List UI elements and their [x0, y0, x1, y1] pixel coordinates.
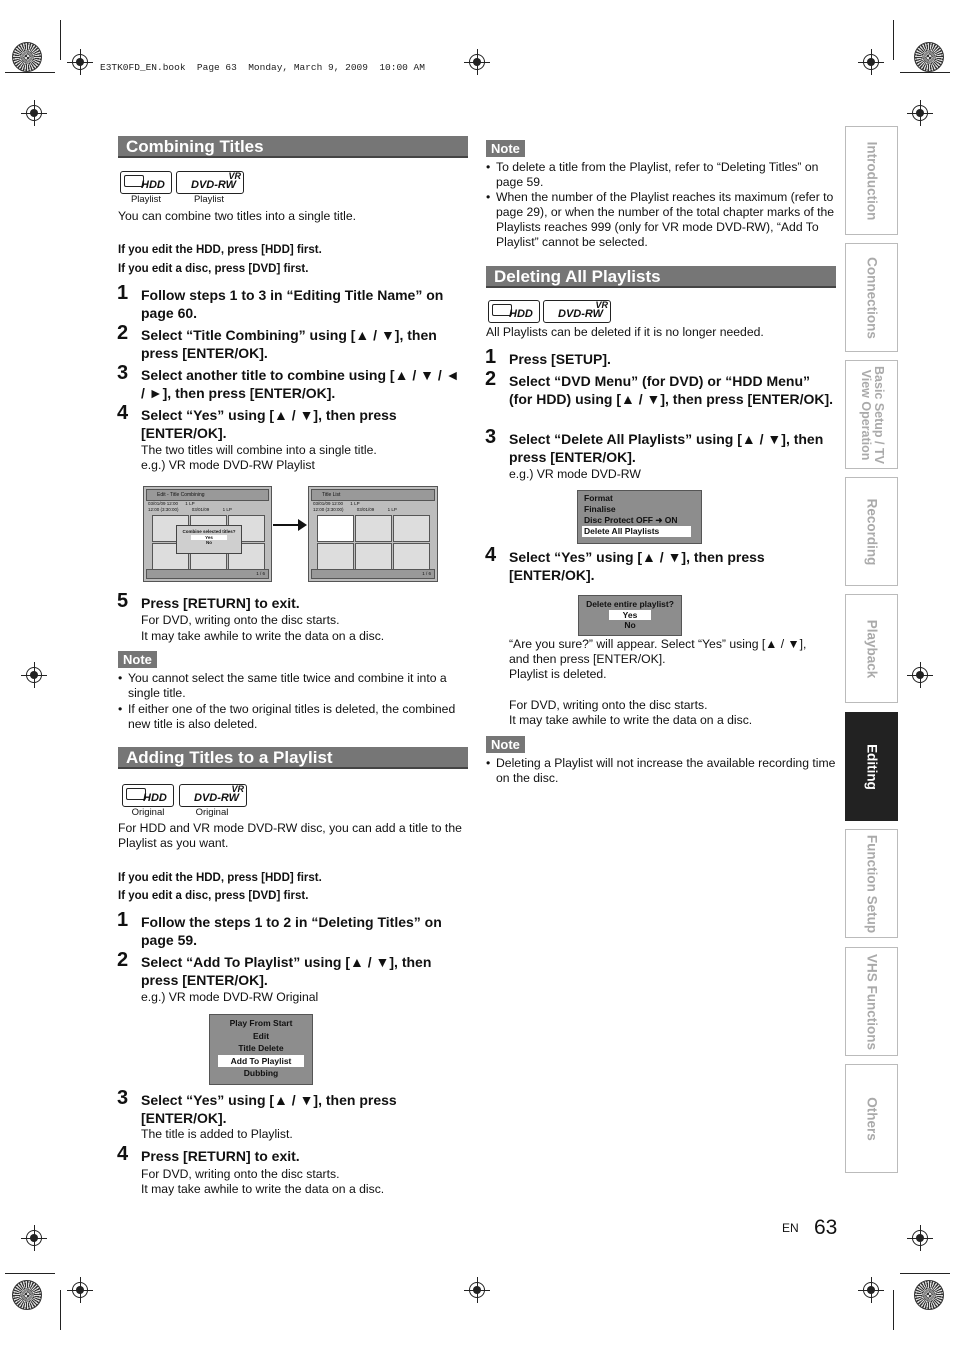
- crosshair-icon: [464, 49, 490, 75]
- confirm-dialog: [176, 525, 242, 554]
- dvd-rw-label: DVD-RW: [194, 792, 240, 804]
- screen-title: Title List: [322, 492, 341, 498]
- screen-channel: 1: [387, 507, 391, 512]
- registration-burst-top-right: [914, 42, 944, 72]
- screen-footer-bar: [146, 569, 269, 579]
- combining-step-2-number: 2: [117, 322, 129, 344]
- adding-step-4-sub1: For DVD, writing onto the disc starts.: [141, 1167, 340, 1181]
- menu-item: Play From Start: [229, 1018, 293, 1028]
- menu-item: Format: [584, 493, 613, 503]
- note-item: • When the number of the Playlist reaches its maximum (refer to page 29), or when the number of the total chapter marks of the Playlists reaches 999 (only for VR mode DVD-RW), “Add To Playlist” cannot be selected.: [486, 190, 844, 250]
- dvd-rw-label: DVD-RW: [558, 308, 604, 320]
- hdd-badge: [488, 300, 540, 323]
- thumbnail: [393, 515, 430, 542]
- deleting-step-1: Press [SETUP].: [509, 351, 611, 367]
- menu-item: Edit: [252, 1030, 270, 1041]
- dvd-vr-label: VR: [595, 300, 608, 310]
- note-label: Note: [486, 736, 525, 753]
- adding-step-1-number: 1: [117, 909, 129, 931]
- combining-step-4-result: The two titles will combine into a single title.: [141, 443, 377, 457]
- adding-step-4-number: 4: [117, 1143, 129, 1165]
- screen-info-line: [313, 501, 360, 506]
- crop-line: [5, 72, 55, 73]
- tab-vhs-functions[interactable]: VHS Functions: [845, 947, 898, 1056]
- combining-step-1-number: 1: [117, 282, 129, 304]
- screen-header-bar: [311, 489, 435, 501]
- dvd-badge-caption: Playlist: [193, 194, 225, 205]
- screen-mode: LP: [391, 507, 397, 512]
- tab-function-setup[interactable]: Function Setup: [845, 829, 898, 938]
- dvd-rw-badge: [176, 171, 244, 194]
- print-header: E3TK0FD_EN.book Page 63 Monday, March 9, 2009 10:00 AM: [100, 62, 425, 73]
- combining-step-4: Select “Yes” using [▲ / ▼], then press [ENTER/OK].: [141, 407, 397, 441]
- menu-screenshot-original: [209, 1014, 313, 1085]
- adding-step-3-result: The title is added to Playlist.: [141, 1127, 293, 1141]
- adding-step-3-number: 3: [117, 1087, 129, 1109]
- screen-info-line: [148, 501, 195, 506]
- crosshair-icon: [21, 662, 47, 688]
- hdd-badge: [120, 171, 172, 194]
- crop-line: [893, 1290, 894, 1330]
- tab-editing[interactable]: Editing: [845, 712, 898, 821]
- menu-screenshot-disc: [577, 490, 702, 544]
- combining-intro: You can combine two titles into a single title.: [118, 209, 357, 223]
- adding-step-4-sub2: It may take awhile to write the data on a disc.: [141, 1182, 385, 1196]
- language-code: EN: [782, 1221, 799, 1235]
- dvd-rw-label: DVD-RW: [191, 179, 237, 191]
- crosshair-icon: [67, 1277, 93, 1303]
- adding-step-2: Select “Add To Playlist” using [▲ / ▼], then press [ENTER/OK].: [141, 954, 432, 988]
- note-item: • You cannot select the same title twice and combine it into a single title.: [118, 671, 474, 701]
- page-number: 63: [814, 1216, 838, 1239]
- dialog-no: No: [206, 540, 212, 545]
- combining-step-5: Press [RETURN] to exit.: [141, 595, 300, 611]
- deleting-step-4-sub1b: and then press [ENTER/OK].: [509, 652, 666, 666]
- screen-channel: 1: [350, 501, 353, 506]
- crop-line: [900, 1273, 950, 1274]
- dialog-question: Combine selected titles?: [182, 529, 236, 534]
- screenshot-title-list: [308, 486, 438, 582]
- deleting-step-4: Select “Yes” using [▲ / ▼], then press [ENTER/OK].: [509, 549, 765, 583]
- screen-footer-bar: [311, 569, 435, 579]
- dvd-rw-badge: [179, 784, 247, 807]
- hdd-badge-label: HDD: [143, 792, 167, 804]
- dvd-vr-label: VR: [231, 784, 244, 794]
- deleting-step-3: Select “Delete All Playlists” using [▲ / ▼], then press [ENTER/OK].: [509, 431, 824, 465]
- note-item: • To delete a title from the Playlist, refer to “Deleting Titles” on page 59.: [486, 160, 844, 190]
- deleting-step-4-number: 4: [485, 544, 497, 566]
- note-item: • Deleting a Playlist will not increase the available recording time on the disc.: [486, 756, 844, 786]
- adding-dvd-instruction: If you edit a disc, press [DVD] first.: [118, 890, 309, 902]
- dialog-yes: Yes: [191, 535, 227, 540]
- crosshair-icon: [464, 1277, 490, 1303]
- screen-header-bar: [146, 489, 269, 501]
- screen-time: 12:00 (3:30:00): [313, 507, 344, 512]
- note-label: Note: [486, 140, 525, 157]
- dialog-yes: Yes: [609, 610, 651, 620]
- screen-info-line: [148, 507, 232, 512]
- menu-item: Title Delete: [238, 1043, 284, 1053]
- crop-line: [893, 20, 894, 60]
- registration-burst-bottom-left: [12, 1280, 42, 1310]
- confirm-dialog-screenshot: [578, 595, 682, 636]
- screen-date: 03/01/09: [356, 507, 375, 512]
- tab-connections[interactable]: Connections: [845, 243, 898, 352]
- combining-hdd-instruction: If you edit the HDD, press [HDD] first.: [118, 244, 322, 256]
- deleting-step-4-sub4: It may take awhile to write the data on a disc.: [509, 713, 753, 727]
- deleting-step-2: Select “DVD Menu” (for DVD) or “HDD Menu” (for HDD) using [▲ / ▼], then press [ENTER/OK].: [509, 373, 834, 407]
- hdd-badge-label: HDD: [141, 179, 165, 191]
- tab-playback[interactable]: Playback: [845, 594, 898, 703]
- note-label: Note: [118, 651, 157, 668]
- arrow-right-icon: [273, 524, 301, 526]
- menu-item: Disc Protect OFF ➜ ON: [584, 515, 678, 525]
- tab-others[interactable]: Others: [845, 1064, 898, 1173]
- combining-step-2: Select “Title Combining” using [▲ / ▼], then press [ENTER/OK].: [141, 327, 437, 361]
- screen-date: 03/01/09 12:00: [313, 501, 344, 506]
- adding-hdd-instruction: If you edit the HDD, press [HDD] first.: [118, 872, 322, 884]
- adding-step-2-example: e.g.) VR mode DVD-RW Original: [141, 990, 319, 1004]
- hdd-badge-caption: Playlist: [130, 194, 162, 205]
- crosshair-icon: [858, 49, 884, 75]
- dvd-vr-label: VR: [228, 171, 241, 181]
- combining-step-5-number: 5: [117, 590, 129, 612]
- menu-item-selected: Delete All Playlists: [582, 526, 691, 537]
- crosshair-icon: [67, 49, 93, 75]
- crosshair-icon: [907, 662, 933, 688]
- section-title-adding-titles: Adding Titles to a Playlist: [118, 747, 468, 769]
- crosshair-icon: [858, 1277, 884, 1303]
- registration-burst-bottom-right: [914, 1280, 944, 1310]
- combining-step-5-sub2: It may take awhile to write the data on a disc.: [141, 629, 385, 643]
- crosshair-icon: [907, 1225, 933, 1251]
- note-item: • If either one of the two original titles is deleted, the combined new title is also deleted.: [118, 702, 474, 732]
- combining-step-3: Select another title to combine using [▲ / ▼ / ◄ / ►], then press [ENTER/OK].: [141, 367, 460, 401]
- crop-line: [5, 1273, 55, 1274]
- screen-channel: 1: [185, 501, 188, 506]
- crosshair-icon: [21, 1225, 47, 1251]
- menu-item: Dubbing: [243, 1068, 279, 1078]
- menu-item: Finalise: [584, 504, 616, 514]
- registration-burst-top-left: [12, 42, 42, 72]
- deleting-step-4-sub3: For DVD, writing onto the disc starts.: [509, 698, 708, 712]
- thumbnail-selected: [317, 515, 354, 542]
- screen-page-indicator: 1 / 6: [256, 571, 265, 576]
- arrow-head-icon: [298, 519, 307, 531]
- crop-line: [60, 1290, 61, 1330]
- combining-step-4-number: 4: [117, 402, 129, 424]
- thumbnail: [355, 543, 392, 570]
- combining-step-3-number: 3: [117, 362, 129, 384]
- adding-step-3: Select “Yes” using [▲ / ▼], then press [ENTER/OK].: [141, 1092, 397, 1126]
- dialog-no: No: [624, 620, 636, 630]
- deleting-step-2-number: 2: [485, 368, 497, 390]
- deleting-step-1-number: 1: [485, 346, 497, 368]
- screen-time: 12:00 (3:30:00): [148, 507, 179, 512]
- adding-step-4: Press [RETURN] to exit.: [141, 1148, 300, 1164]
- deleting-step-4-sub2: Playlist is deleted.: [509, 667, 607, 681]
- dvd-rw-badge: [543, 300, 611, 323]
- screen-info-line: [313, 507, 397, 512]
- adding-step-2-number: 2: [117, 949, 129, 971]
- screen-channel: 1: [222, 507, 226, 512]
- hdd-badge: [122, 784, 174, 807]
- crosshair-icon: [21, 100, 47, 126]
- screen-page-indicator: 1 / 6: [422, 571, 431, 576]
- crop-line: [900, 72, 950, 73]
- thumbnail: [393, 543, 430, 570]
- section-title-deleting-all-playlists: Deleting All Playlists: [486, 266, 836, 288]
- deleting-step-3-example: e.g.) VR mode DVD-RW: [509, 467, 641, 481]
- combining-step-4-example: e.g.) VR mode DVD-RW Playlist: [141, 458, 315, 472]
- hdd-badge-label: HDD: [509, 308, 533, 320]
- thumbnail: [355, 515, 392, 542]
- hdd-badge-caption: Original: [131, 807, 165, 818]
- tab-introduction[interactable]: Introduction: [845, 126, 898, 235]
- screen-mode: LP: [226, 507, 232, 512]
- section-title-combining-titles: Combining Titles: [118, 136, 468, 158]
- screenshot-title-combining: [143, 486, 272, 582]
- menu-item-selected: Add To Playlist: [218, 1055, 304, 1068]
- screen-date: 03/01/09 12:00: [148, 501, 179, 506]
- adding-intro: For HDD and VR mode DVD-RW disc, you can add a title to the Playlist as you want.: [118, 821, 462, 850]
- dialog-question: Delete entire playlist?: [586, 599, 674, 609]
- deleting-step-3-number: 3: [485, 426, 497, 448]
- combining-dvd-instruction: If you edit a disc, press [DVD] first.: [118, 263, 309, 275]
- combining-step-1: Follow steps 1 to 3 in “Editing Title Name” on page 60.: [141, 287, 444, 321]
- adding-step-1: Follow the steps 1 to 2 in “Deleting Titles” on page 59.: [141, 914, 442, 948]
- crosshair-icon: [907, 100, 933, 126]
- screen-mode: LP: [189, 501, 195, 506]
- thumbnail: [317, 543, 354, 570]
- tab-basic-setup[interactable]: Basic Setup / TV View Operation: [845, 360, 898, 469]
- crop-line: [60, 20, 61, 60]
- dvd-badge-caption: Original: [195, 807, 229, 818]
- screen-date: 03/01/09: [191, 507, 210, 512]
- combining-step-5-sub1: For DVD, writing onto the disc starts.: [141, 613, 340, 627]
- screen-mode: LP: [354, 501, 360, 506]
- screen-title: Edit - Title Combining: [157, 492, 205, 498]
- tab-recording[interactable]: Recording: [845, 477, 898, 586]
- deleting-step-4-sub1: “Are you sure?” will appear. Select “Yes” using [▲ / ▼],: [509, 637, 807, 651]
- deleting-intro: All Playlists can be deleted if it is no longer needed.: [486, 325, 764, 339]
